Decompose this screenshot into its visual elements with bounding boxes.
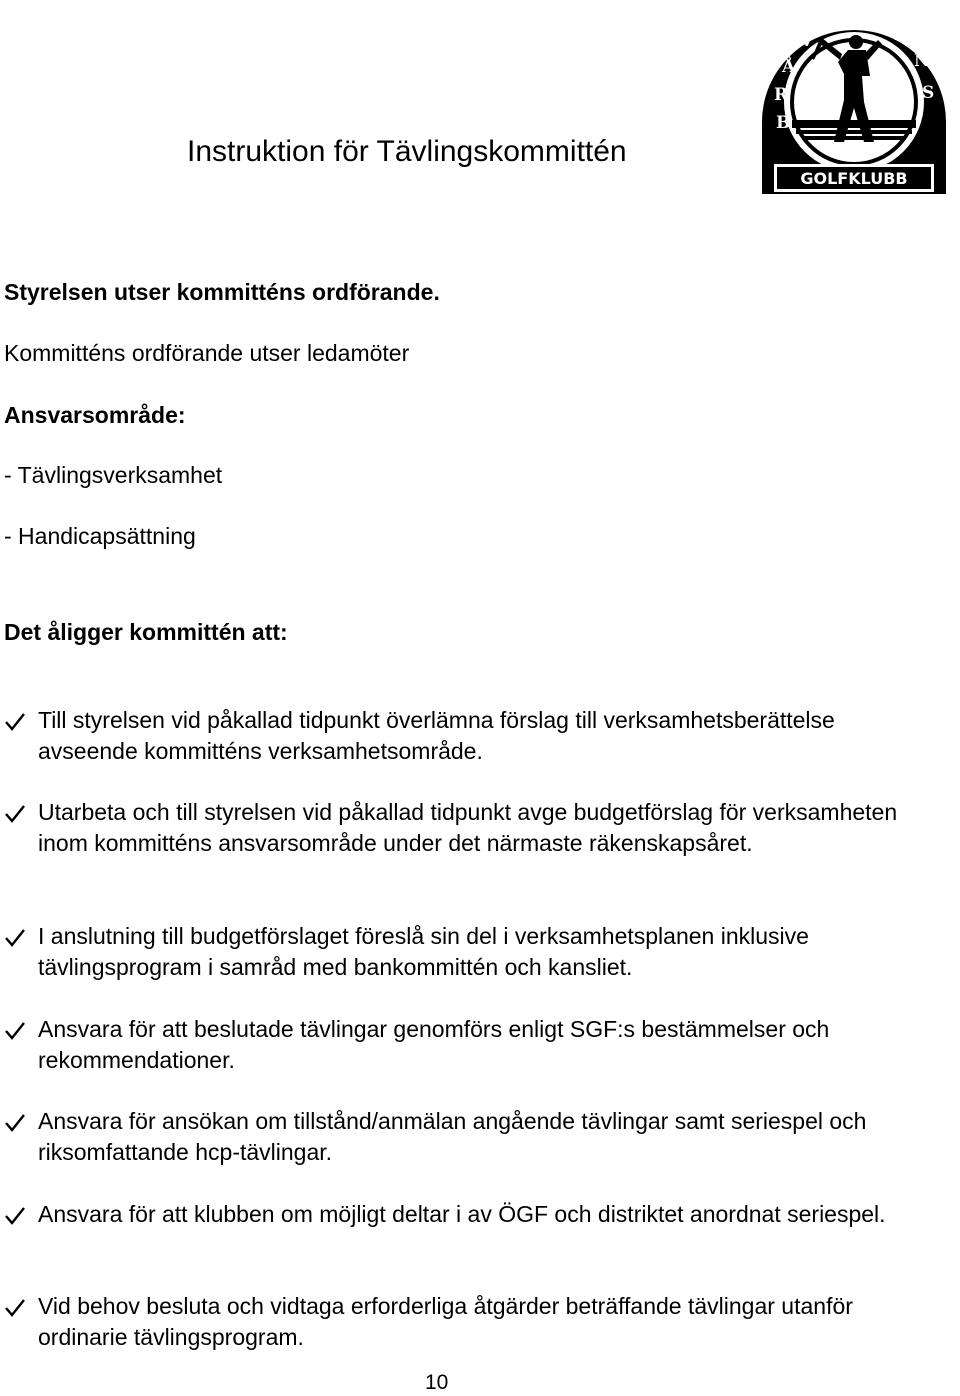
checklist-item-text: Vid behov besluta och vidtaga erforderliga åtgärder beträffande tävlingar utanför ordinarie tävlingsprogram. bbox=[38, 1293, 853, 1350]
checklist-item-text: Ansvara för att klubben om möjligt deltar i av ÖGF och distriktet anordnat seriespel. bbox=[38, 1201, 886, 1227]
svg-text:B: B bbox=[776, 113, 791, 133]
check-icon bbox=[4, 1297, 26, 1319]
ansvar-item-1: - Tävlingsverksamhet bbox=[4, 462, 223, 488]
section-heading-ansvarsomrade: Ansvarsområde: bbox=[4, 402, 186, 428]
ansvar-item-2: - Handicapsättning bbox=[4, 523, 196, 549]
check-icon bbox=[4, 1112, 26, 1134]
club-logo bbox=[752, 2, 956, 198]
svg-text:V: V bbox=[800, 31, 814, 51]
checklist-item-text: Till styrelsen vid påkallad tidpunkt överlämna förslag till verksamhetsberättelse avseende kommitténs verksamhetsområde. bbox=[38, 707, 835, 764]
check-icon bbox=[4, 1020, 26, 1042]
checklist-item-text: Utarbeta och till styrelsen vid påkallad tidpunkt avge budgetförslag för verksamheten inom kommitténs ansvarsområde under det närmaste räkenskapsåret. bbox=[38, 799, 898, 856]
page-number: 10 bbox=[425, 1371, 449, 1394]
logo-banner-text: GOLFKLUBB bbox=[800, 169, 908, 188]
intro-line-2: Kommitténs ordförande utser ledamöter bbox=[4, 340, 410, 366]
intro-line-1: Styrelsen utser kommitténs ordförande. bbox=[4, 279, 440, 305]
check-icon bbox=[4, 927, 26, 949]
check-icon bbox=[4, 711, 26, 733]
svg-text:E: E bbox=[894, 25, 907, 45]
check-icon bbox=[4, 803, 26, 825]
svg-text:K: K bbox=[864, 11, 879, 31]
check-icon bbox=[4, 1205, 26, 1227]
page-title: Instruktion för Tävlingskommittén bbox=[187, 135, 627, 168]
svg-text:I: I bbox=[828, 13, 836, 33]
club-logo-graphic bbox=[752, 2, 956, 198]
checklist-item-text: Ansvara för att beslutade tävlingar genomförs enligt SGF:s bestämmelser och rekommendationer. bbox=[38, 1016, 830, 1073]
section-heading-duties: Det åligger kommittén att: bbox=[4, 619, 288, 645]
svg-text:N: N bbox=[914, 51, 930, 71]
svg-text:Å: Å bbox=[782, 57, 796, 77]
svg-text:R: R bbox=[774, 85, 789, 105]
checklist-item-text: I anslutning till budgetförslaget föreslå sin del i verksamhetsplanen inklusive tävlingsprogram i samråd med bankommittén och kansliet. bbox=[38, 923, 809, 980]
svg-text:S: S bbox=[922, 83, 935, 103]
checklist-item-text: Ansvara för ansökan om tillstånd/anmälan angående tävlingar samt seriespel och riksomfattande hcp-tävlingar. bbox=[38, 1108, 867, 1165]
